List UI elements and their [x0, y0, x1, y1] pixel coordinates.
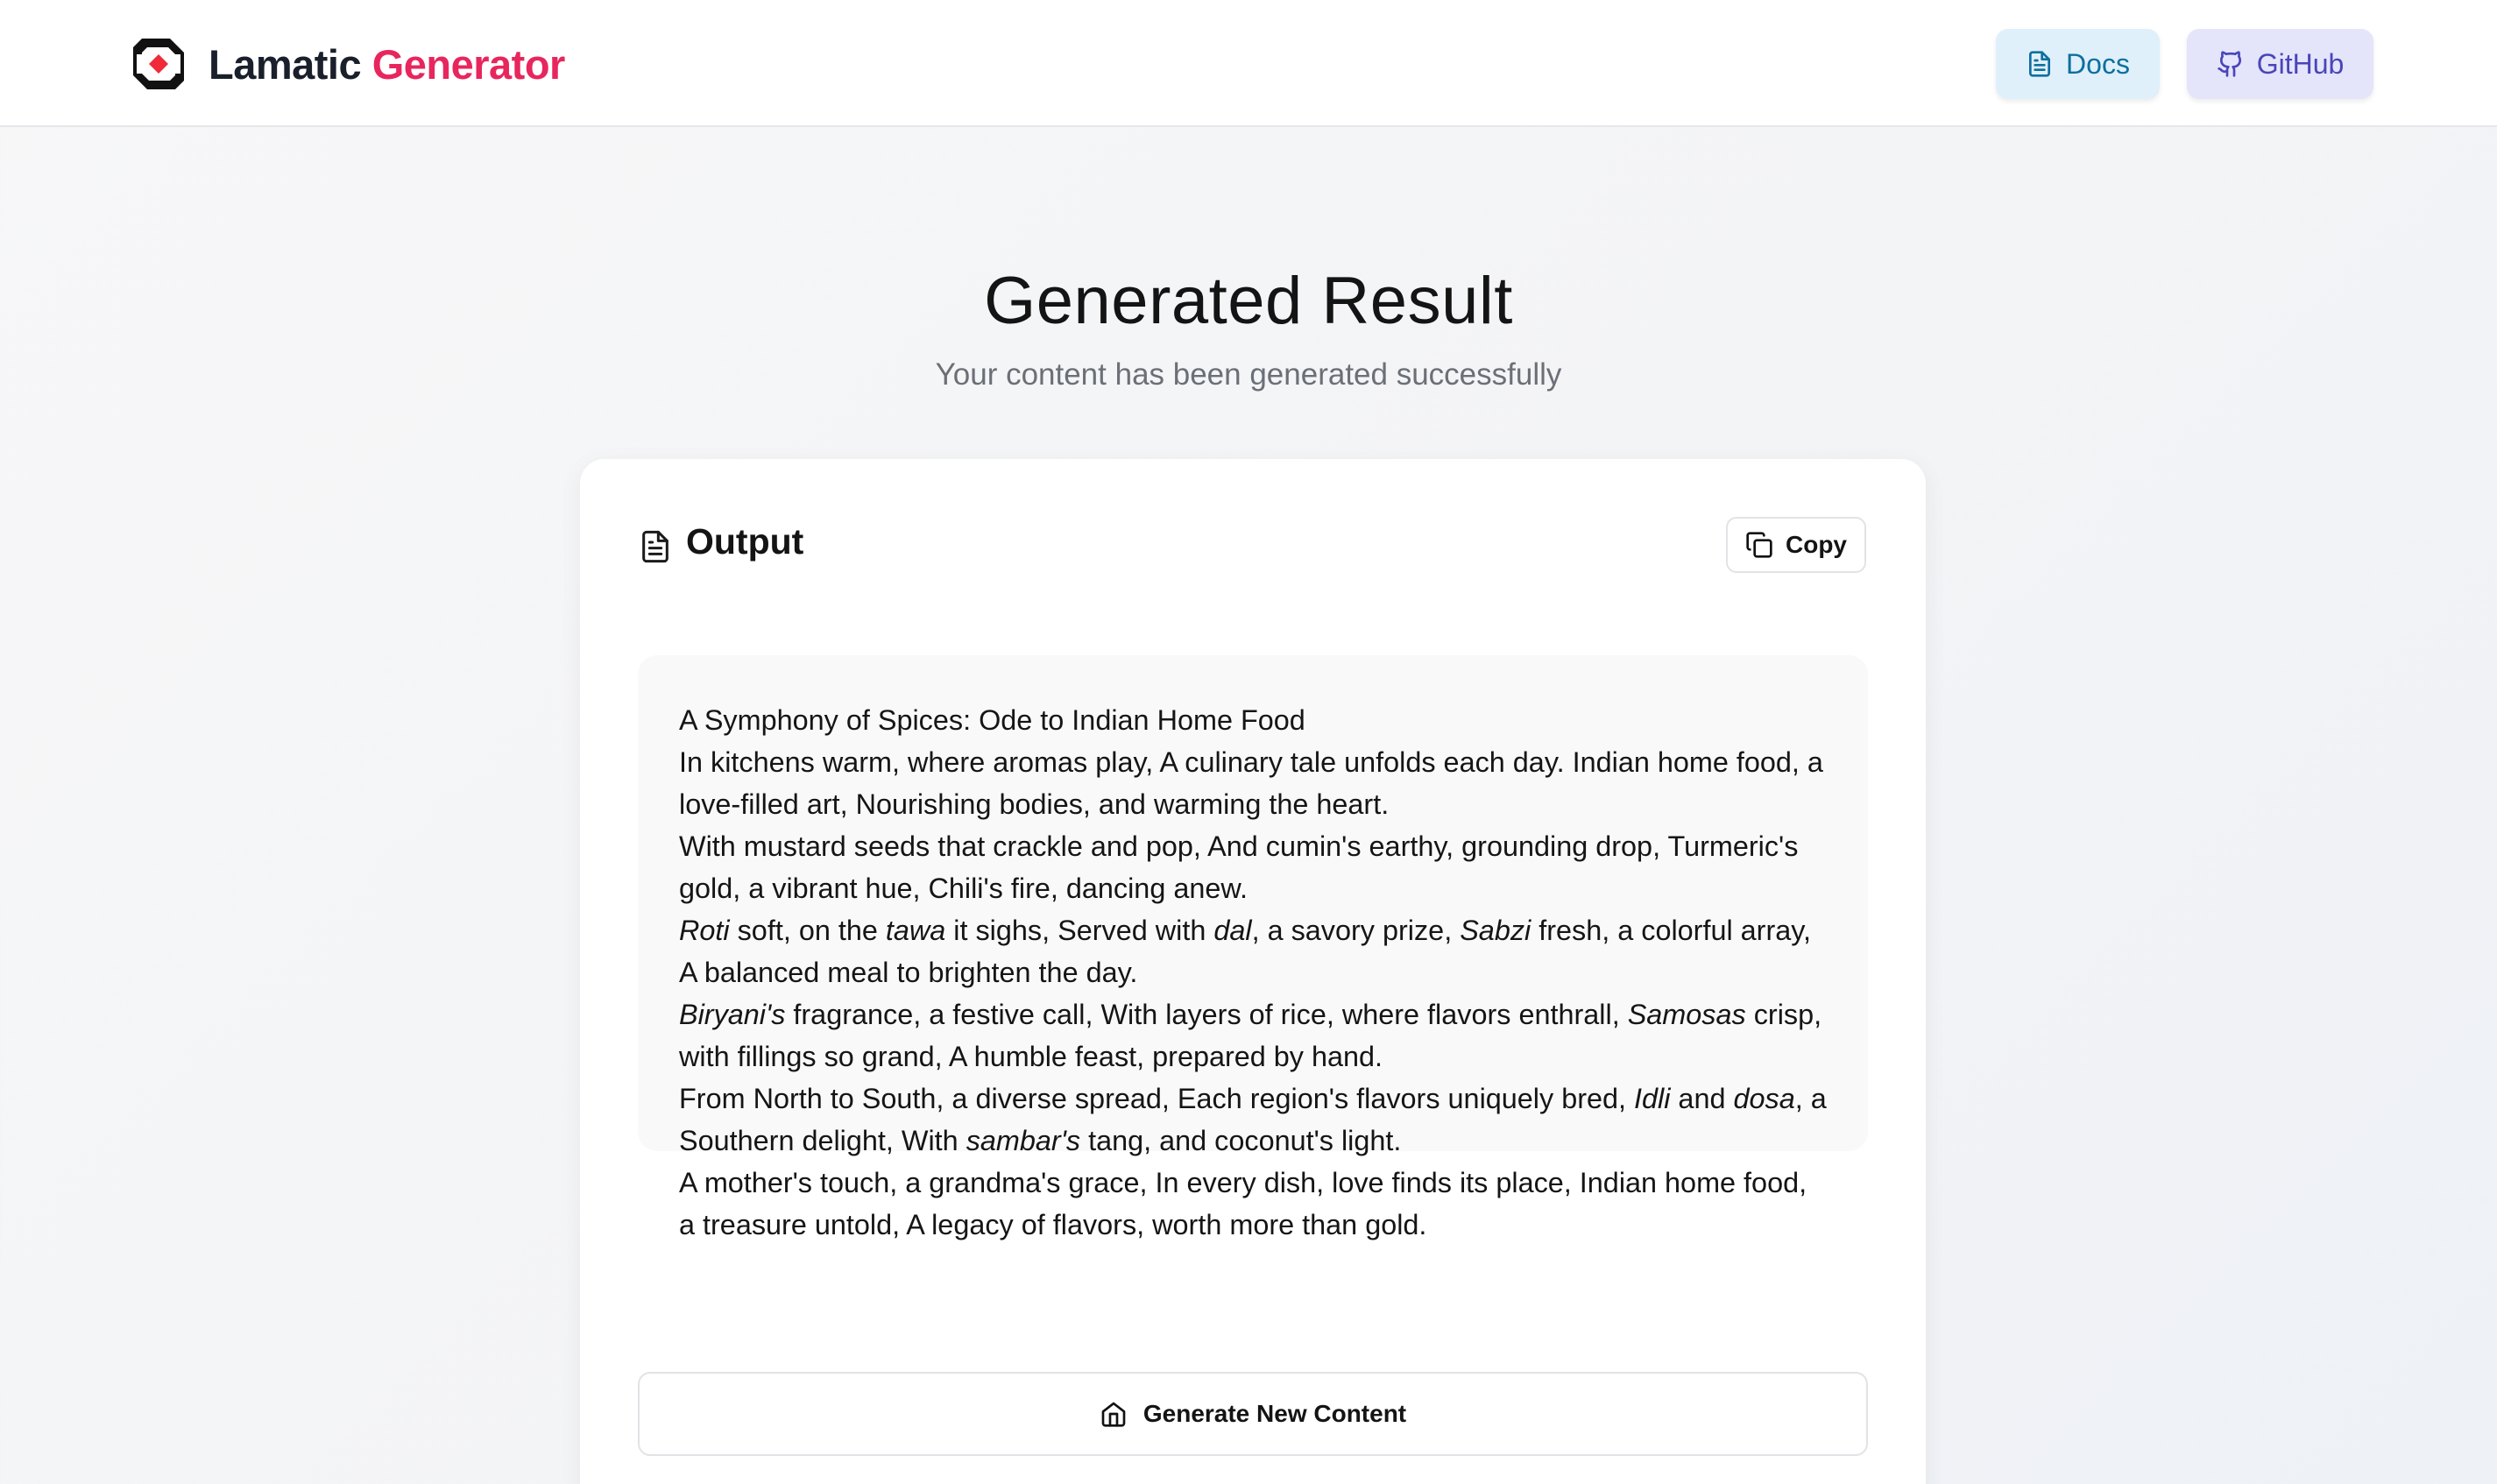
github-icon — [2217, 50, 2245, 78]
output-italic-word: Sabzi — [1460, 915, 1531, 946]
output-text-segment: it sighs, Served with — [945, 915, 1214, 946]
output-text-segment: , a Southern delight, With — [679, 1083, 1827, 1156]
output-text-segment: crisp, with fillings so grand, A humble feast, prepared by hand. — [679, 999, 1822, 1072]
output-italic-word: tawa — [885, 915, 946, 946]
github-button[interactable] — [2187, 29, 2373, 99]
output-line — [679, 699, 1829, 741]
lamatic-logo-icon — [130, 35, 187, 93]
home-icon — [1100, 1400, 1128, 1428]
output-line — [679, 909, 1829, 993]
output-line — [679, 1078, 1829, 1162]
output-italic-word: Biryani's — [679, 999, 786, 1030]
docs-label: Docs — [2066, 47, 2130, 80]
output-text-segment: soft, on the — [729, 915, 886, 946]
copy-label: Copy — [1786, 531, 1847, 558]
output-italic-word: dosa — [1733, 1083, 1795, 1114]
output-italic-word: Idli — [1634, 1083, 1671, 1114]
document-icon — [2026, 50, 2054, 78]
output-line — [679, 825, 1829, 909]
output-italic-word: Roti — [679, 915, 730, 946]
output-text-segment: With mustard seeds that crackle and pop, And cumin's earthy, grounding drop, Turmeric's gold, a vibrant hue, Chili's fire, dancing anew. — [679, 830, 1799, 904]
brand-accent: Generator — [371, 40, 565, 88]
output-text-segment: fragrance, a festive call, With layers of rice, where flavors enthrall, — [785, 999, 1628, 1030]
output-italic-word: Samosas — [1627, 999, 1746, 1030]
output-line — [679, 1162, 1829, 1246]
document-icon — [638, 527, 673, 566]
generate-label: Generate New Content — [1142, 1400, 1407, 1427]
page-title: Generated Result — [984, 264, 1513, 338]
output-text-segment: , a savory prize, — [1251, 915, 1461, 946]
copy-button[interactable] — [1726, 517, 1866, 573]
page-subtitle: Your content has been generated successfully — [935, 357, 1562, 392]
output-text-segment: A mother's touch, a grandma's grace, In every dish, love finds its place, Indian home food, a treasure untold, A legacy of flavors, worth more than gold. — [679, 1167, 1807, 1240]
copy-icon — [1745, 531, 1773, 559]
output-line — [679, 741, 1829, 825]
output-text-segment: In kitchens warm, where aromas play, A culinary tale unfolds each day. Indian home food, a love-filled art, Nourishing bodies, and warming the heart. — [679, 746, 1823, 820]
output-italic-word: dal — [1213, 915, 1252, 946]
output-text-segment: tang, and coconut's light. — [1080, 1125, 1402, 1156]
brand[interactable] — [130, 35, 565, 93]
docs-button[interactable] — [1996, 29, 2160, 99]
github-label: GitHub — [2256, 47, 2345, 80]
output-text-segment: and — [1670, 1083, 1734, 1114]
brand-name: Lamatic Generator — [209, 40, 565, 88]
output-line — [679, 993, 1829, 1078]
output-text-segment: fresh, a colorful array, A balanced meal to brighten the day. — [679, 915, 1812, 988]
generate-new-content-button[interactable] — [638, 1372, 1868, 1456]
output-card — [580, 459, 1926, 1484]
output-text-box — [638, 655, 1868, 1240]
output-title: Output — [686, 521, 804, 562]
output-text-segment: A Symphony of Spices: Ode to Indian Home Food — [679, 704, 1305, 736]
top-header — [0, 0, 2497, 127]
output-italic-word: sambar's — [966, 1125, 1081, 1156]
output-text-segment: From North to South, a diverse spread, Each region's flavors uniquely bred, — [679, 1083, 1635, 1114]
